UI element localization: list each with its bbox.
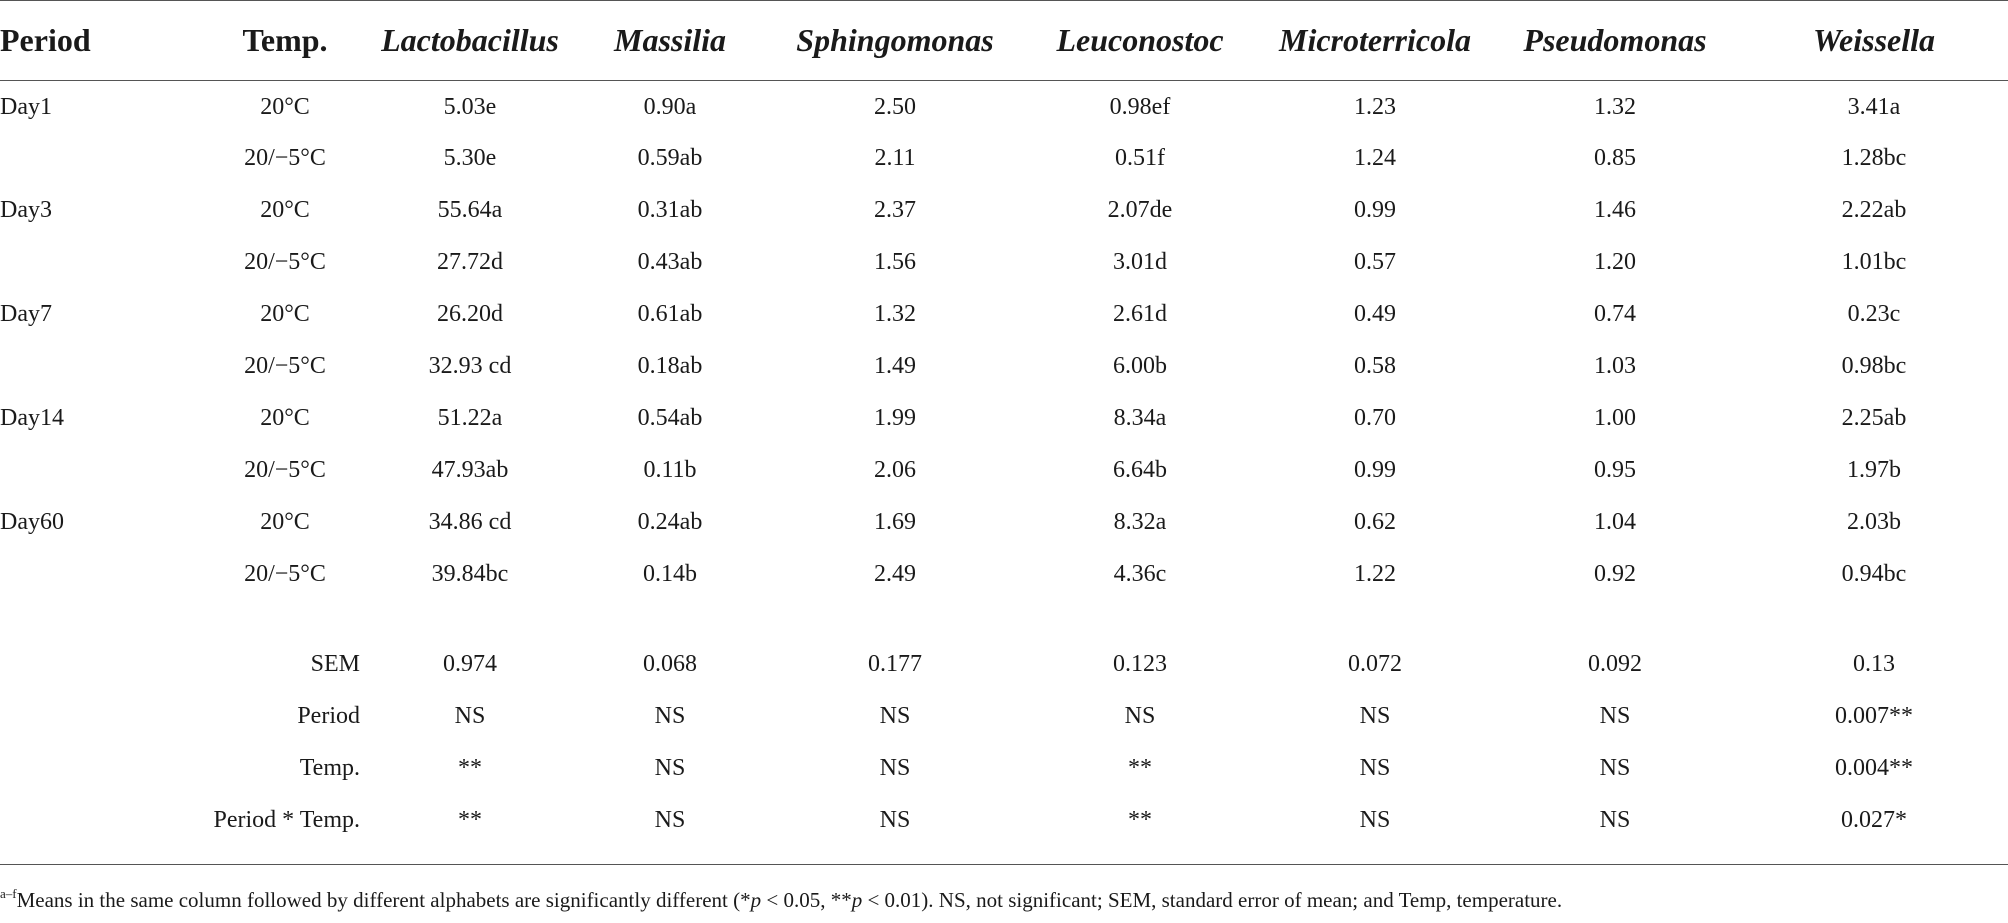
value-cell: 3.41a (1847, 94, 1901, 121)
period-cell (0, 133, 200, 185)
value-cell: 1.04 (1594, 509, 1636, 535)
value-cell: 47.93ab (431, 457, 509, 483)
temp-cell: 20/−5°C (244, 249, 326, 275)
value-cell: 0.18ab (637, 353, 703, 379)
stat-value-cell: NS (654, 807, 686, 833)
value-cell: 1.23 (1354, 94, 1396, 121)
value-cell: 1.49 (874, 353, 916, 379)
value-cell: 1.32 (874, 301, 916, 327)
value-cell: 0.43ab (637, 249, 703, 275)
period-cell (0, 237, 200, 289)
value-cell: 0.31ab (637, 197, 703, 223)
stat-value-cell: NS (654, 755, 686, 781)
value-cell: 2.49 (874, 561, 916, 587)
value-cell: 2.06 (874, 457, 916, 483)
footnote-p-symbol: p (851, 888, 863, 912)
stat-value-cell: 0.177 (868, 651, 922, 677)
period-cell (0, 445, 200, 497)
stat-value-cell: 0.007** (1835, 703, 1913, 729)
value-cell: 0.61ab (637, 301, 703, 327)
bottom-rule-row (0, 847, 2008, 865)
period-cell: Day3 (0, 197, 52, 223)
value-cell: 0.51f (1115, 145, 1165, 171)
value-cell: 0.99 (1354, 457, 1396, 483)
stat-value-cell: NS (1359, 755, 1391, 781)
value-cell: 1.22 (1354, 561, 1396, 587)
stat-value-cell: 0.123 (1113, 651, 1167, 677)
value-cell: 2.22ab (1841, 197, 1907, 223)
temp-cell: 20°C (260, 301, 310, 327)
value-cell: 0.95 (1594, 457, 1636, 483)
stat-value-cell: NS (1359, 703, 1391, 729)
period-cell (0, 341, 200, 393)
stat-value-cell: 0.072 (1348, 651, 1402, 677)
spacer-row (0, 601, 2008, 639)
table-row (0, 133, 2008, 185)
value-cell: 0.92 (1594, 561, 1636, 587)
stat-value-cell: 0.004** (1835, 755, 1913, 781)
header-genus: Weissella (1740, 1, 2008, 81)
stat-row (0, 795, 2008, 847)
value-cell: 0.58 (1354, 353, 1396, 379)
stat-value-cell: NS (454, 703, 486, 729)
value-cell: 1.99 (874, 405, 916, 431)
value-cell: 1.03 (1594, 353, 1636, 379)
value-cell: 27.72d (437, 249, 503, 275)
stat-value-cell: NS (879, 703, 911, 729)
value-cell: 1.69 (874, 509, 916, 535)
header-period: Period (0, 1, 200, 81)
table-row (0, 549, 2008, 601)
value-cell: 1.56 (874, 249, 916, 275)
value-cell: 0.11b (643, 457, 697, 483)
value-cell: 1.20 (1594, 249, 1636, 275)
value-cell: 0.98bc (1841, 353, 1907, 379)
stat-value-cell: 0.974 (443, 651, 497, 677)
table-row (0, 81, 2008, 133)
value-cell: 0.62 (1354, 509, 1396, 535)
stat-value-cell: NS (654, 703, 686, 729)
footnote-text: Means in the same column followed by different alphabets are significantly different (* (16, 888, 751, 912)
value-cell: 1.28bc (1841, 145, 1907, 171)
stat-row (0, 743, 2008, 795)
table-row (0, 497, 2008, 549)
table-row (0, 445, 2008, 497)
value-cell: 55.64a (437, 197, 503, 223)
header-temp: Temp. (200, 1, 370, 81)
header-genus: Sphingomonas (770, 1, 1020, 81)
value-cell: 1.97b (1847, 457, 1901, 483)
value-cell: 2.11 (874, 145, 916, 171)
value-cell: 8.32a (1113, 509, 1167, 535)
table-footnote (0, 886, 2008, 913)
stat-value-cell: ** (1128, 807, 1152, 833)
value-cell: 34.86 cd (428, 509, 512, 535)
bottom-rule-cell (0, 847, 2008, 865)
header-genus: Microterricola (1260, 1, 1490, 81)
stat-label-cell: SEM (310, 651, 360, 677)
temp-cell: 20°C (260, 509, 310, 535)
value-cell: 2.37 (874, 197, 916, 223)
stat-row (0, 639, 2008, 691)
stat-value-cell: NS (1124, 703, 1156, 729)
value-cell: 0.98ef (1109, 94, 1171, 121)
period-cell: Day7 (0, 301, 52, 327)
value-cell: 32.93 cd (428, 353, 512, 379)
value-cell: 0.24ab (637, 509, 703, 535)
temp-cell: 20°C (260, 197, 310, 223)
value-cell: 0.59ab (637, 145, 703, 171)
value-cell: 2.25ab (1841, 405, 1907, 431)
temp-cell: 20/−5°C (244, 353, 326, 379)
value-cell: 0.90a (643, 94, 697, 121)
value-cell: 3.01d (1113, 249, 1167, 275)
value-cell: 5.30e (443, 145, 497, 171)
period-cell: Day60 (0, 509, 64, 535)
value-cell: 0.23c (1847, 301, 1901, 327)
stat-label-cell: Period (297, 703, 360, 729)
stat-value-cell: 0.027* (1841, 807, 1907, 833)
value-cell: 6.64b (1113, 457, 1167, 483)
temp-cell: 20°C (260, 405, 310, 431)
stat-label-cell: Temp. (299, 755, 360, 781)
period-cell: Day14 (0, 405, 64, 431)
value-cell: 1.00 (1594, 405, 1636, 431)
value-cell: 2.07de (1107, 197, 1173, 223)
value-cell: 8.34a (1113, 405, 1167, 431)
footnote-p-symbol: p (750, 888, 762, 912)
header-genus: Massilia (570, 1, 770, 81)
value-cell: 2.61d (1113, 301, 1167, 327)
temp-cell: 20/−5°C (244, 145, 326, 171)
temp-cell: 20/−5°C (244, 457, 326, 483)
table-row (0, 393, 2008, 445)
stat-value-cell: NS (879, 755, 911, 781)
value-cell: 0.57 (1354, 249, 1396, 275)
header-genus: Leuconostoc (1020, 1, 1260, 81)
stat-value-cell: NS (1599, 703, 1631, 729)
value-cell: 51.22a (437, 405, 503, 431)
value-cell: 0.85 (1594, 145, 1636, 171)
footnote-text: < 0.01). NS, not significant; SEM, standard error of mean; and Temp, temperature. (862, 888, 1563, 912)
value-cell: 39.84bc (431, 561, 509, 587)
stat-value-cell: ** (458, 755, 482, 781)
stat-value-cell: ** (1128, 755, 1152, 781)
value-cell: 1.24 (1354, 145, 1396, 171)
value-cell: 6.00b (1113, 353, 1167, 379)
value-cell: 1.46 (1594, 197, 1636, 223)
stat-row (0, 691, 2008, 743)
value-cell: 1.32 (1594, 94, 1636, 121)
stat-label-cell: Period * Temp. (213, 807, 360, 833)
value-cell: 0.70 (1354, 405, 1396, 431)
period-cell (0, 549, 200, 601)
footnote-text: < 0.05, ** (761, 888, 852, 912)
value-cell: 1.01bc (1841, 249, 1907, 275)
table-row (0, 185, 2008, 237)
value-cell: 5.03e (443, 94, 497, 121)
value-cell: 0.99 (1354, 197, 1396, 223)
stat-value-cell: NS (1599, 755, 1631, 781)
stat-value-cell: NS (1359, 807, 1391, 833)
header-row (0, 1, 2008, 81)
footnote-superscript: a–f (0, 886, 17, 901)
stat-value-cell: 0.092 (1588, 651, 1642, 677)
value-cell: 2.50 (874, 94, 916, 121)
table-row (0, 237, 2008, 289)
value-cell: 26.20d (437, 301, 503, 327)
header-genus: Lactobacillus (370, 1, 570, 81)
temp-cell: 20°C (260, 94, 310, 121)
table-body (0, 81, 2008, 865)
stat-value-cell: NS (879, 807, 911, 833)
table-row (0, 341, 2008, 393)
value-cell: 0.74 (1594, 301, 1636, 327)
value-cell: 2.03b (1847, 509, 1901, 535)
stat-value-cell: 0.068 (643, 651, 697, 677)
table-row (0, 289, 2008, 341)
stat-value-cell: 0.13 (1853, 651, 1895, 677)
value-cell: 0.54ab (637, 405, 703, 431)
spacer-cell (0, 601, 2008, 639)
header-genus: Pseudomonas (1490, 1, 1740, 81)
temp-cell: 20/−5°C (244, 561, 326, 587)
value-cell: 0.49 (1354, 301, 1396, 327)
period-cell: Day1 (0, 94, 52, 121)
value-cell: 0.94bc (1841, 561, 1907, 587)
stat-value-cell: NS (1599, 807, 1631, 833)
stat-value-cell: ** (458, 807, 482, 833)
value-cell: 4.36c (1113, 561, 1167, 587)
value-cell: 0.14b (643, 561, 697, 587)
